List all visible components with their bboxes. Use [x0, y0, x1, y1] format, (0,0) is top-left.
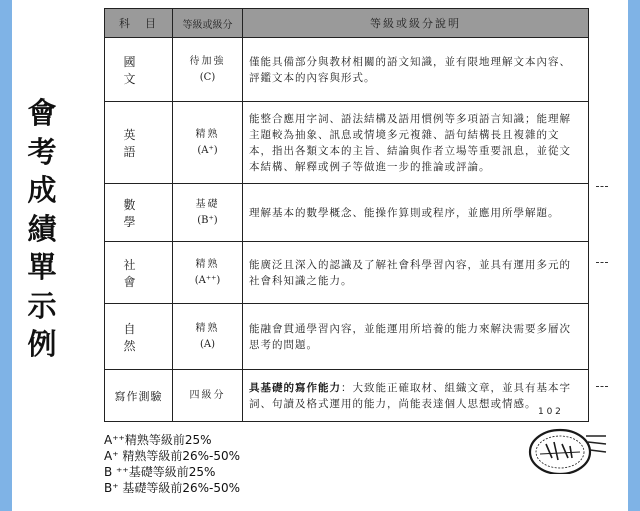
side-title-char: 例 [27, 327, 57, 361]
side-title-char: 單 [27, 250, 57, 284]
description-cell: 能融會貫通學習內容，並能運用所培養的能力來解決需要多層次思考的問題。 [243, 304, 589, 370]
subject-cell: 寫作測驗 [105, 370, 173, 422]
footnotes [104, 432, 404, 496]
level-label: 精熟 [195, 258, 220, 270]
header-level: 等級或級分 [173, 9, 243, 38]
level-cell [173, 304, 243, 370]
description-text: ：大致能正確取材、組織文章，並具有基本字詞、句讀及格式運用的能力，尚能表達個人思想或情感。 [249, 381, 571, 410]
page-number: 1 0 2 [538, 407, 561, 417]
seal-stamp-icon [516, 414, 610, 474]
level-code: (B⁺) [197, 214, 218, 226]
header-description: 等級或級分說明 [243, 9, 589, 38]
level-cell [173, 242, 243, 304]
level-label: 待加強 [189, 55, 226, 67]
grades-table [104, 8, 589, 422]
description-cell: 能整合應用字詞、語法結構及語用慣例等多項語言知識；能理解主題較為抽象、訊息或情境多元複雜、語句結構長且複雜的文本，指出各類文本的主旨、結論與作者立場等重要訊息，並從文本結構、解釋或例子等做進一步的推論或評論。 [243, 102, 589, 184]
subject-cell: 社會 [105, 242, 173, 304]
level-cell [173, 38, 243, 102]
level-cell [173, 370, 243, 422]
subject-cell: 自然 [105, 304, 173, 370]
level-cell [173, 102, 243, 184]
subject-cell: 英語 [105, 102, 173, 184]
margin-dash [596, 262, 608, 263]
margin-dash [596, 386, 608, 387]
level-code: (C) [199, 71, 216, 83]
table-row [105, 184, 589, 242]
side-title-char: 成 [27, 173, 57, 207]
table-row [105, 304, 589, 370]
subject-cell: 數學 [105, 184, 173, 242]
level-code: (A) [199, 338, 216, 350]
level-code: (A⁺⁺) [194, 274, 221, 286]
table-row [105, 38, 589, 102]
side-title-char: 會 [27, 96, 57, 130]
header-subject: 科 目 [105, 9, 173, 38]
table-row [105, 242, 589, 304]
footnote: B ⁺⁺基礎等級前25% [104, 465, 216, 479]
level-label: 精熟 [195, 322, 220, 334]
footnote: B⁺ 基礎等級前26%-50% [104, 481, 241, 495]
side-title [24, 94, 60, 364]
description-cell: 能廣泛且深入的認識及了解社會科學習內容，並具有運用多元的社會科知識之能力。 [243, 242, 589, 304]
description-cell: 僅能具備部分與教材相關的語文知識，並有限地理解文本內容、評鑑文本的內容與形式。 [243, 38, 589, 102]
table-header-row [105, 9, 589, 38]
level-label: 基礎 [195, 198, 220, 210]
level-code: (A⁺) [197, 144, 218, 156]
description-cell: 理解基本的數學概念、能操作算則或程序，並應用所學解題。 [243, 184, 589, 242]
level-label: 精熟 [195, 128, 220, 140]
footnote: A⁺⁺精熟等級前25% [104, 433, 212, 447]
level-label: 四級分 [189, 389, 226, 401]
table-row [105, 102, 589, 184]
side-title-char: 示 [27, 288, 57, 323]
side-title-char: 績 [27, 211, 57, 246]
description-bold: 具基礎的寫作能力 [249, 381, 341, 394]
margin-dash [596, 186, 608, 187]
level-cell [173, 184, 243, 242]
side-title-char: 考 [27, 134, 57, 169]
subject-cell: 國文 [105, 38, 173, 102]
footnote: A⁺ 精熟等級前26%-50% [104, 449, 241, 463]
